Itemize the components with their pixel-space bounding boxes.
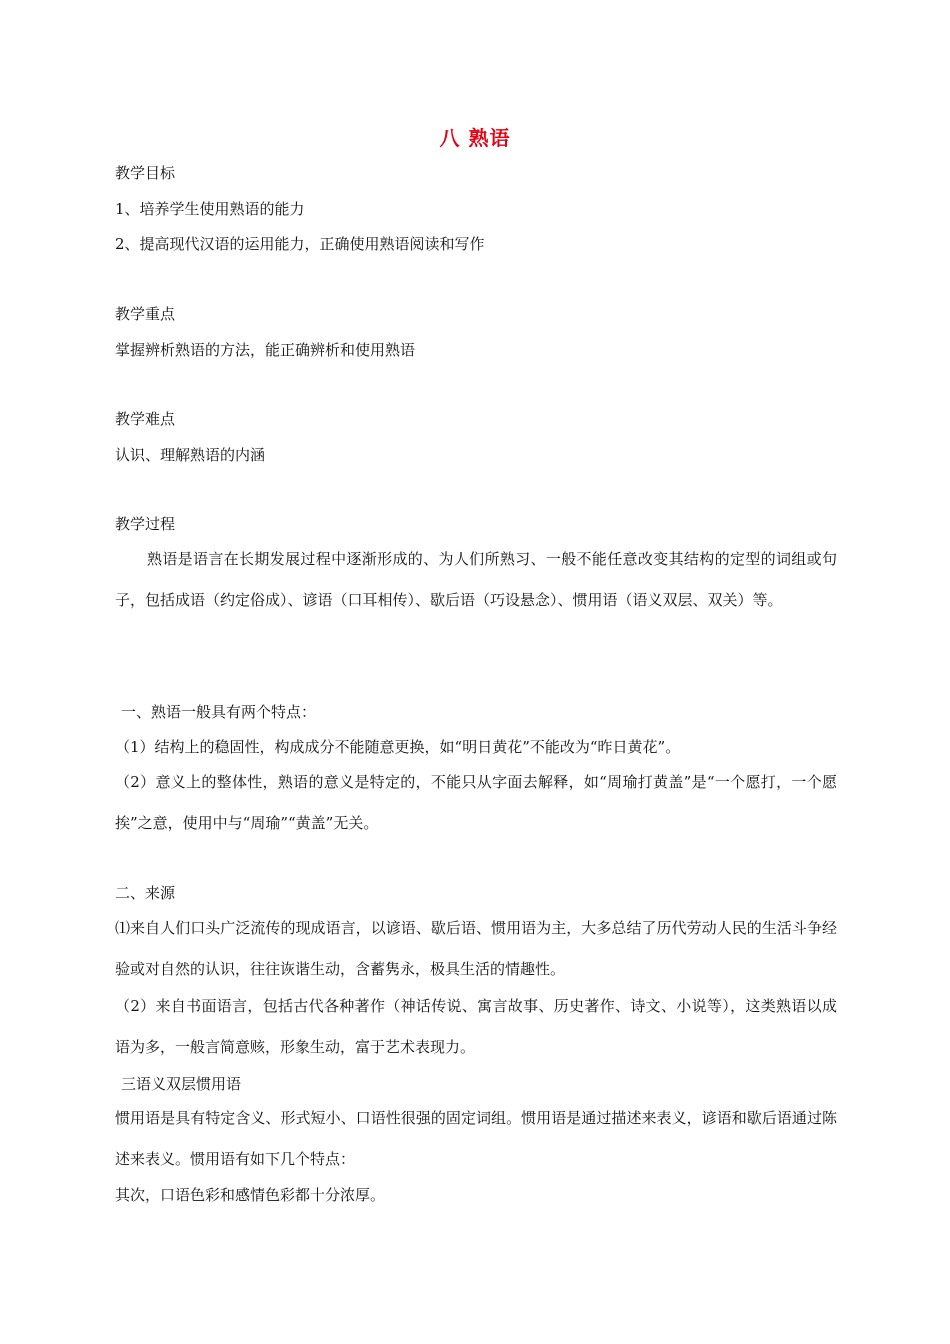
objectives-heading: 教学目标 [115, 164, 176, 182]
section3-heading: 三语义双层惯用语 [121, 1075, 242, 1093]
section2-heading: 二、来源 [115, 884, 176, 902]
section1-point-1: （1）结构上的稳固性，构成成分不能随意更换，如“明日黄花”不能改为“昨日黄花”。 [115, 738, 681, 756]
section2-point-1: ⑴来自人们口头广泛流传的现成语言，以谚语、歇后语、惯用语为主，大多总结了历代劳动人民的生活斗争经验或对自然的认识，往往诙谐生动，含蓄隽永，极具生活的情趣性。 [115, 919, 837, 978]
section3-second-line: 其次，口语色彩和感情色彩都十分浓厚。 [115, 1186, 386, 1204]
key-points-text: 掌握辨析熟语的方法，能正确辨析和使用熟语 [115, 341, 416, 359]
process-heading: 教学过程 [115, 515, 176, 533]
section1-heading: 一、熟语一般具有两个特点： [121, 703, 317, 721]
section2-point-2: （2）来自书面语言，包括古代各种著作（神话传说、寓言故事、历史著作、诗文、小说等），这类熟语以成语为多，一般言简意赅，形象生动，富于艺术表现力。 [115, 997, 837, 1056]
key-points-heading: 教学重点 [115, 305, 176, 323]
objective-item-1: 1、培养学生使用熟语的能力 [115, 200, 305, 218]
difficulties-heading: 教学难点 [115, 410, 176, 428]
objective-item-2: 2、提高现代汉语的运用能力，正确使用熟语阅读和写作 [115, 235, 485, 253]
section1-point-2: （2）意义上的整体性，熟语的意义是特定的，不能只从字面去解释，如“周瑜打黄盖”是“一个愿打，一个愿挨”之意，使用中与“周瑜”“黄盖”无关。 [115, 773, 837, 832]
difficulties-text: 认识、理解熟语的内涵 [115, 446, 266, 464]
process-intro-paragraph: 熟语是语言在长期发展过程中逐渐形成的、为人们所熟习、一般不能任意改变其结构的定型的词组或句子，包括成语（约定俗成）、谚语（口耳相传）、歇后语（巧设悬念）、惯用语（语义双层、双关）等。 [115, 550, 837, 609]
section3-paragraph: 惯用语是具有特定含义、形式短小、口语性很强的固定词组。惯用语是通过描述来表义，谚语和歇后语通过陈述来表义。惯用语有如下几个特点： [115, 1109, 837, 1168]
document-title: 八 熟语 [439, 126, 511, 150]
